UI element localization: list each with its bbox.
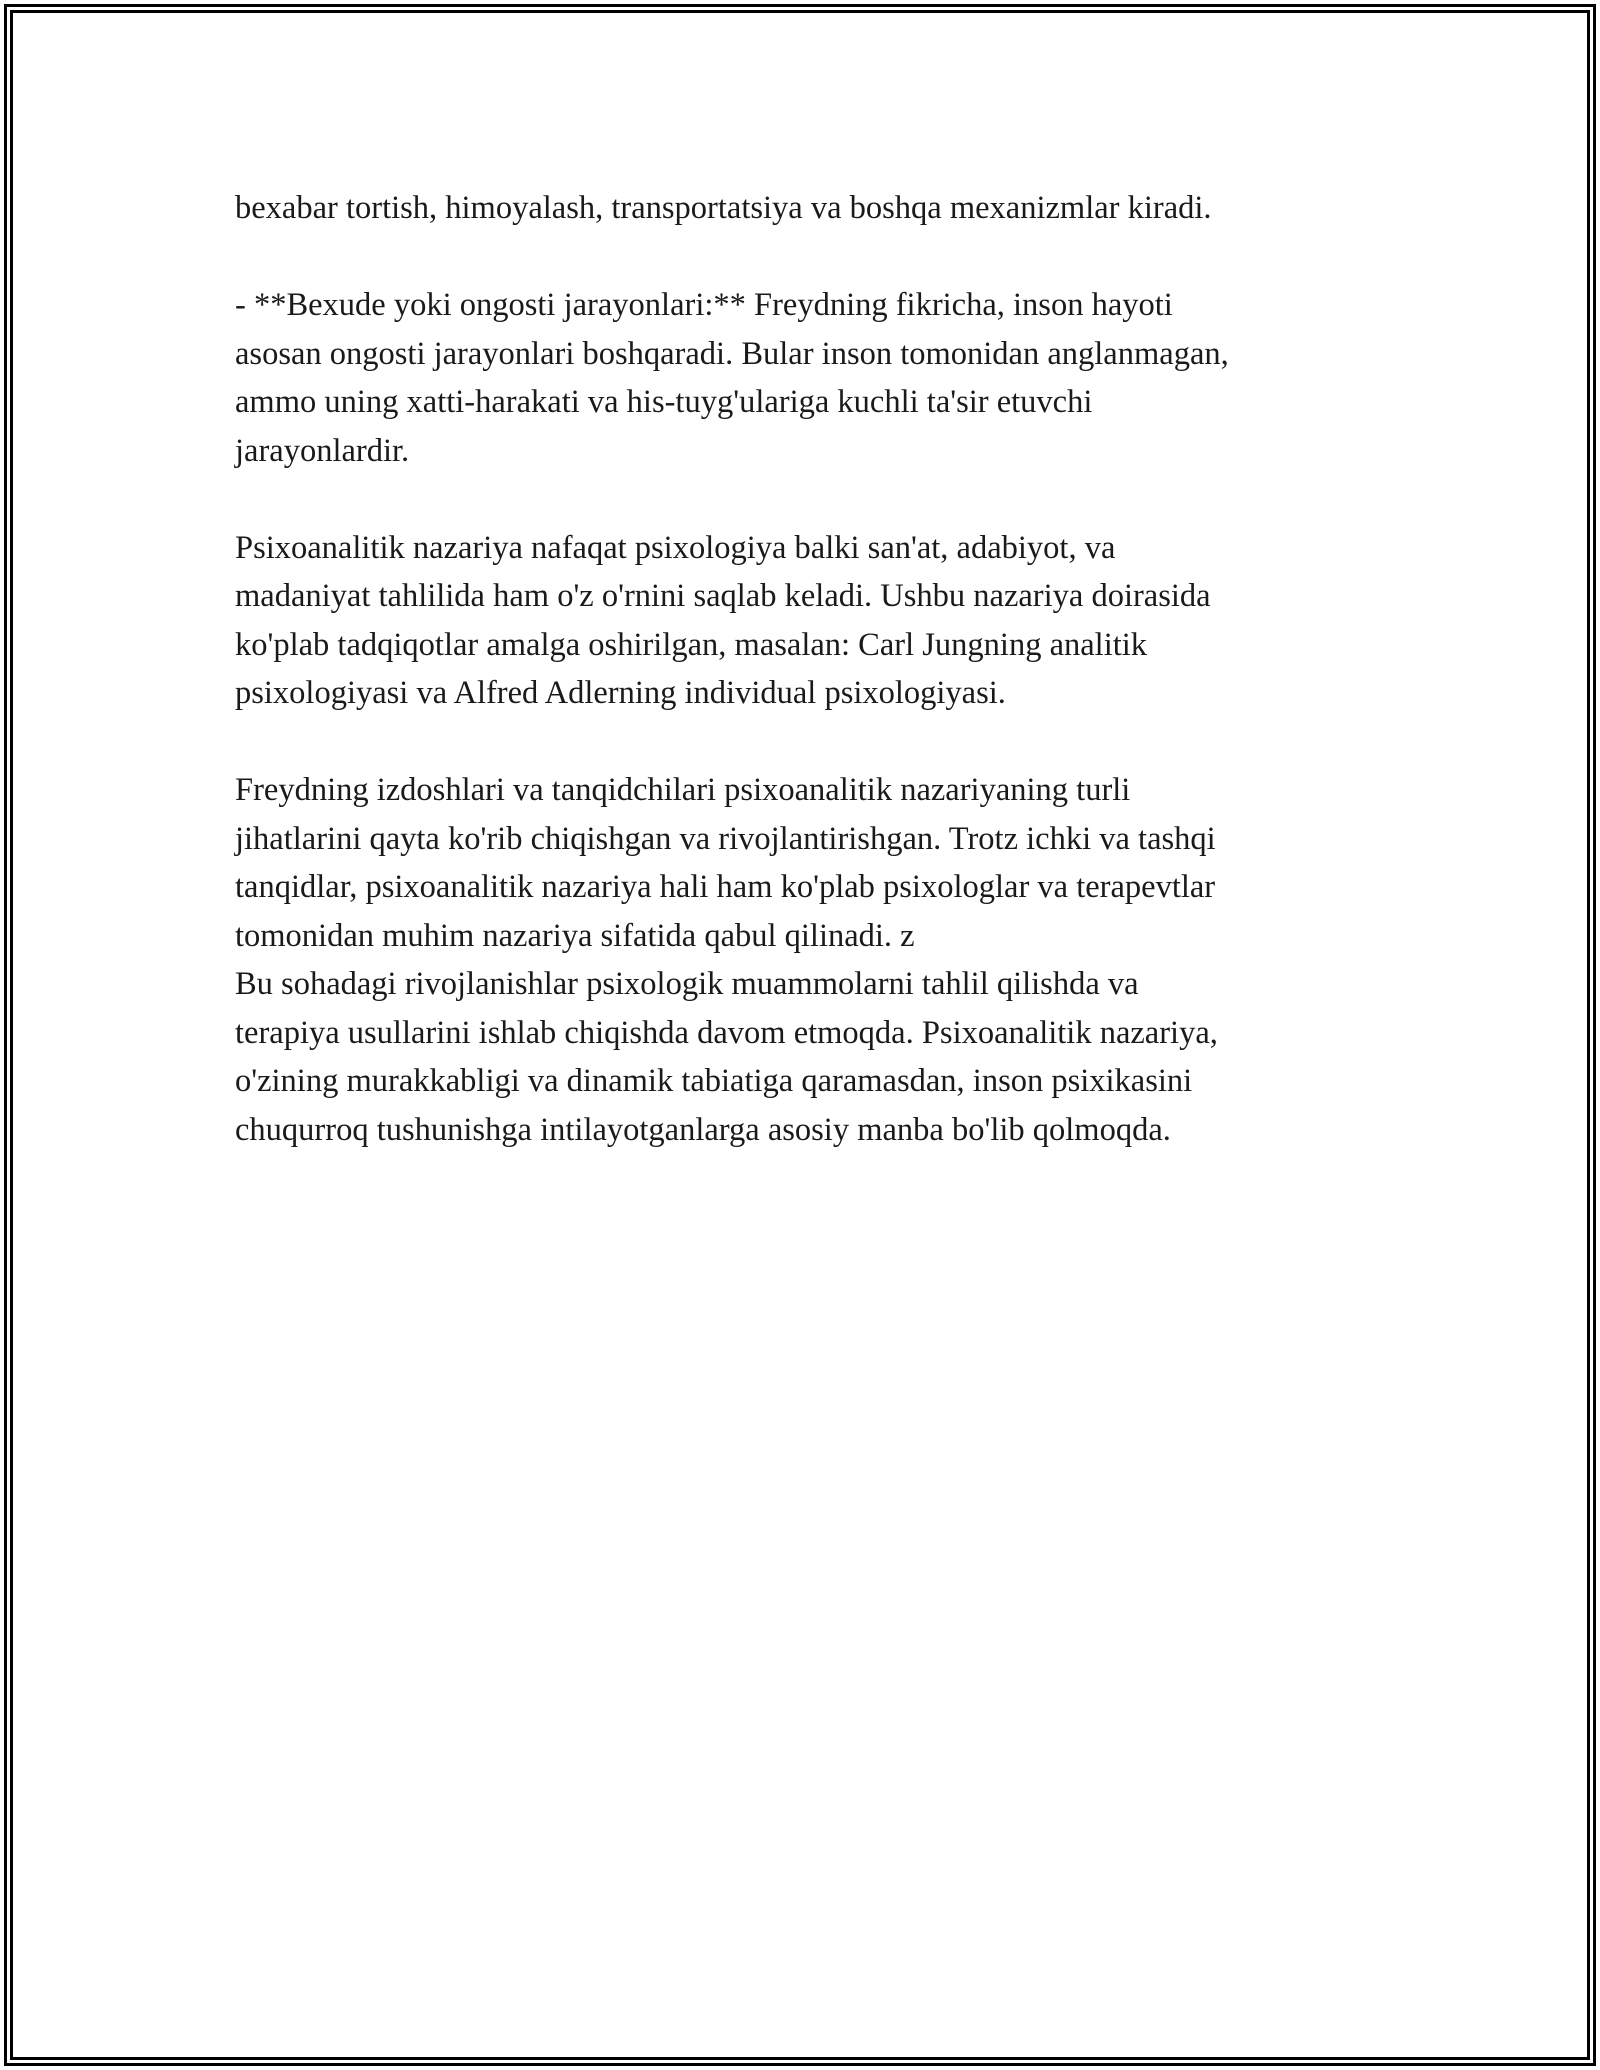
text-line: ammo uning xatti-harakati va his-tuyg'ulariga kuchli ta'sir etuvchi xyxy=(235,384,1093,420)
text-line: asosan ongosti jarayonlari boshqaradi. Bular inson tomonidan anglanmagan, xyxy=(235,335,1229,372)
paragraph-gap xyxy=(235,718,1395,767)
text-line: ko'plab tadqiqotlar amalga oshirilgan, masalan: Carl Jungning analitik xyxy=(235,626,1148,663)
paragraph-psychoanalytic-theory xyxy=(235,524,1395,718)
paragraph-gap xyxy=(235,233,1395,282)
document-body xyxy=(235,184,1395,1154)
text-line: chuqurroq tushunishga intilayotganlarga asosiy manba bo'lib qolmoqda. xyxy=(235,1111,1171,1148)
text-line: madaniyat tahlilida ham o'z o'rnini saqlab keladi. Ushbu nazariya doirasida xyxy=(235,578,1211,614)
text-line: - **Bexude yoki ongosti jarayonlari:** Freydning fikricha, inson hayoti xyxy=(235,287,1173,323)
paragraph-followers-and-critics xyxy=(235,766,1395,1154)
text-line: tanqidlar, psixoanalitik nazariya hali ham ko'plab psixologlar va terapevtlar xyxy=(235,869,1216,905)
text-line: tomonidan muhim nazariya sifatida qabul qilinadi. z xyxy=(235,917,915,954)
paragraph-gap xyxy=(235,475,1395,524)
text-line: jihatlarini qayta ko'rib chiqishgan va rivojlantirishgan. Trotz ichki va tashqi xyxy=(235,820,1216,857)
text-line: terapiya usullarini ishlab chiqishda davom etmoqda. Psixoanalitik nazariya, xyxy=(235,1014,1218,1051)
text-line: Bu sohadagi rivojlanishlar psixologik muammolarni tahlil qilishda va xyxy=(235,966,1139,1002)
text-line: jarayonlardir. xyxy=(235,432,410,469)
text-line: o'zining murakkabligi va dinamik tabiatiga qaramasdan, inson psixikasini xyxy=(235,1063,1193,1099)
text-line: psixologiyasi va Alfred Adlerning individual psixologiyasi. xyxy=(235,675,1006,711)
text-line: Psixoanalitik nazariya nafaqat psixologiya balki san'at, adabiyot, va xyxy=(235,529,1116,566)
text-line: Freydning izdoshlari va tanqidchilari psixoanalitik nazariyaning turli xyxy=(235,772,1131,808)
paragraph-unconscious-processes xyxy=(235,281,1395,475)
paragraph-mechanisms xyxy=(235,184,1395,233)
text-line: bexabar tortish, himoyalash, transportatsiya va boshqa mexanizmlar kiradi. xyxy=(235,190,1212,226)
